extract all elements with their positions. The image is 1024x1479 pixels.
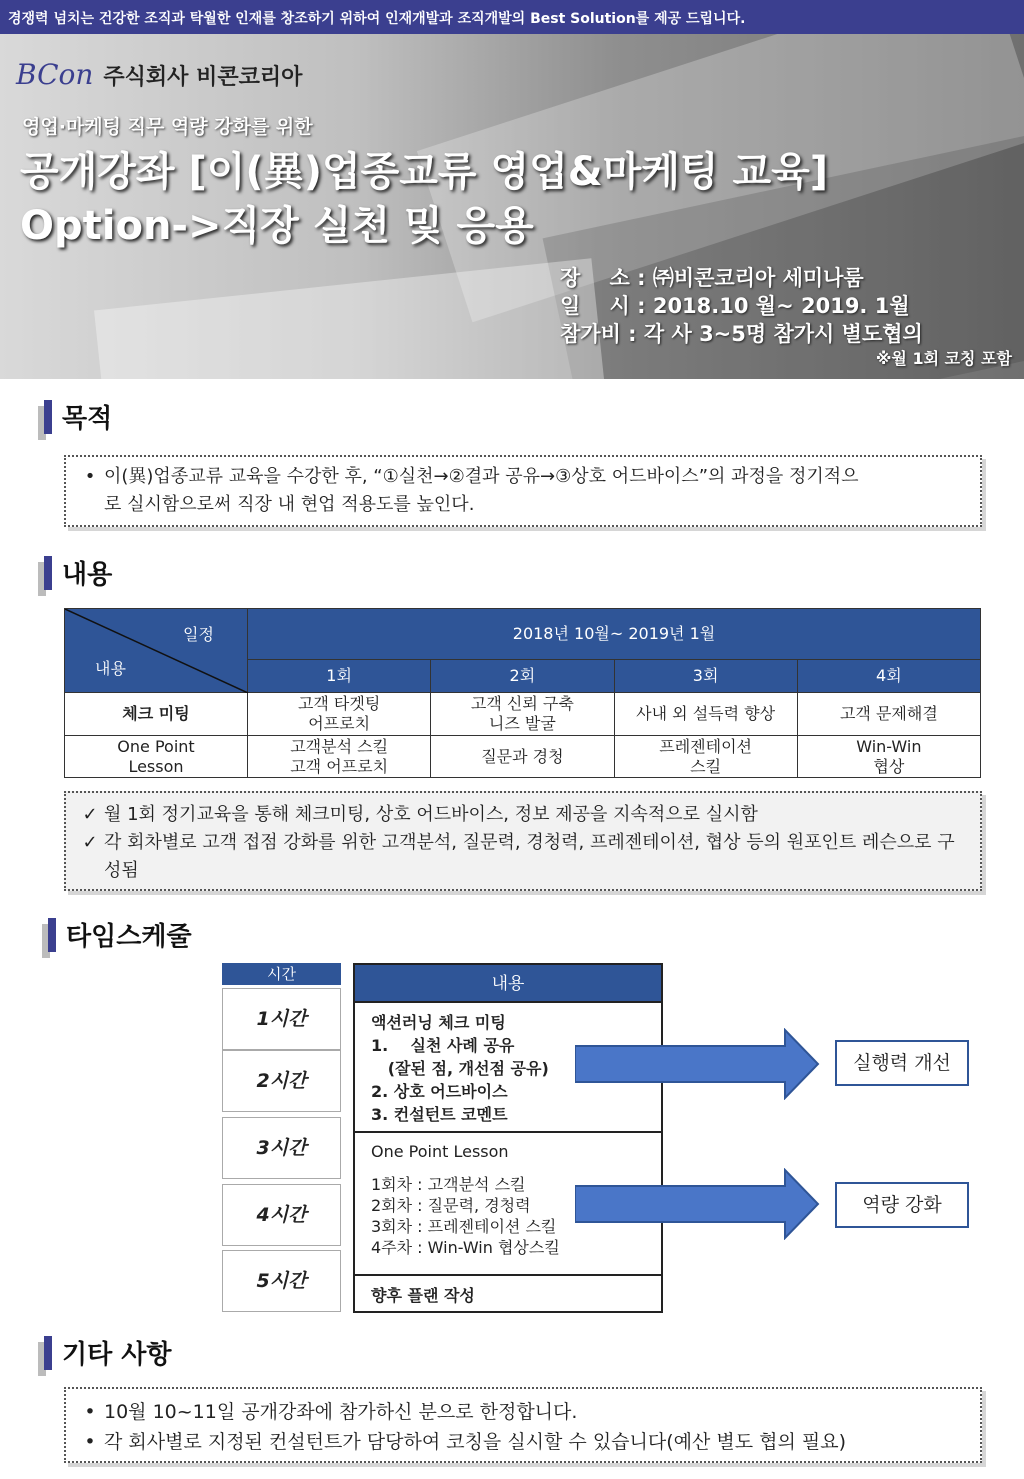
- section-title: 타임스케줄: [66, 922, 192, 952]
- time-slot: 2시간: [222, 1050, 341, 1112]
- bullet-icon: •: [84, 1431, 96, 1453]
- table-cell: 고객 문제해결: [797, 693, 980, 736]
- other-note-text: 10월 10~11일 공개강좌에 참가하신 분으로 한정합니다.: [104, 1401, 578, 1423]
- table-cell: 고객분석 스킬 고객 어프로치: [248, 736, 431, 778]
- hero-subtitle: 영업·마케팅 직무 역량 강화를 위한: [22, 116, 313, 138]
- block-line: 2회차 : 질문력, 경청력: [371, 1196, 531, 1215]
- block-title: 액션러닝 체크 미팅: [371, 1013, 506, 1032]
- logo-mark: BCon: [16, 58, 94, 91]
- purpose-line: 로 실시함으로써 직장 내 현업 적용도를 높인다.: [104, 494, 475, 515]
- content-note-text: 성됨: [104, 860, 139, 881]
- section-content-heading: [44, 554, 112, 591]
- round-header: 4회: [797, 660, 980, 693]
- bullet-icon: •: [84, 466, 96, 487]
- section-title: 기타 사항: [62, 1340, 172, 1370]
- section-other-heading: [44, 1334, 172, 1371]
- time-slot: 5시간: [222, 1250, 341, 1312]
- time-slot: 3시간: [222, 1117, 341, 1179]
- event-place: 장 소 : ㈜비콘코리아 세미나룸: [560, 266, 864, 290]
- hero-title-option: Option->직장 실천 및 응용: [20, 203, 534, 249]
- top-banner: 경쟁력 넘치는 건강한 조직과 탁월한 인재를 창조하기 위하여 인재개발과 조직개발의 Best Solution를 제공 드립니다.: [0, 0, 1024, 34]
- company-name: 주식회사 비콘코리아: [103, 65, 303, 90]
- block-line: 1. 실천 사례 공유: [371, 1036, 515, 1055]
- corner-label-schedule: 일정: [183, 625, 214, 644]
- block-line: 3. 컨설턴트 코멘트: [371, 1105, 508, 1124]
- table-row: [65, 736, 981, 778]
- content-notes-box: [64, 791, 982, 891]
- arrow-right-icon: [575, 1028, 820, 1100]
- content-note: [76, 801, 970, 829]
- purpose-line: 이(異)업종교류 교육을 수강한 후, “①실천→②결과 공유→③상호 어드바이스”의 과정을 정기적으: [104, 466, 859, 487]
- time-slot: 1시간: [222, 988, 341, 1050]
- time-slot: 4시간: [222, 1184, 341, 1246]
- row-label: One Point Lesson: [65, 736, 248, 778]
- company-logo: [16, 58, 302, 91]
- block-title: One Point Lesson: [371, 1142, 509, 1161]
- event-fee: 참가비 : 각 사 3~5명 참가시 별도협의: [560, 322, 923, 346]
- bullet-icon: •: [84, 1401, 96, 1423]
- result-box: 역량 강화: [835, 1182, 969, 1228]
- check-icon: ✓: [82, 804, 98, 825]
- table-cell: 사내 외 설득력 향상: [614, 693, 797, 736]
- purpose-text: [76, 463, 970, 519]
- block-line: 2. 상호 어드바이스: [371, 1082, 508, 1101]
- row-label: 체크 미팅: [65, 693, 248, 736]
- table-row: [65, 693, 981, 736]
- block-line: 4주차 : Win-Win 협상스킬: [371, 1238, 560, 1257]
- round-header: 1회: [248, 660, 431, 693]
- table-cell: 고객 타겟팅 어프로치: [248, 693, 431, 736]
- section-marker: [44, 400, 52, 434]
- period-header: 2018년 10월~ 2019년 1월: [248, 609, 981, 660]
- block-line: 3회차 : 프레젠테이션 스킬: [371, 1217, 557, 1236]
- other-notes-box: [64, 1387, 982, 1463]
- hero-title: 공개강좌 [이(異)업종교류 영업&마케팅 교육]: [20, 149, 829, 195]
- purpose-box: [64, 455, 982, 527]
- other-note: [76, 1427, 970, 1457]
- section-marker: [44, 556, 52, 590]
- section-schedule-heading: [48, 916, 192, 953]
- content-note-text: 월 1회 정기교육을 통해 체크미팅, 상호 어드바이스, 정보 제공을 지속적으로 실시함: [104, 804, 758, 825]
- event-date: 일 시 : 2018.10 월~ 2019. 1월: [560, 294, 910, 318]
- schedule-content-table: [353, 963, 663, 1313]
- content-note: [76, 829, 970, 885]
- diagonal-line: [65, 609, 248, 693]
- corner-label-content: 내용: [95, 659, 126, 678]
- coaching-note: ※월 1회 코칭 포함: [875, 349, 1012, 368]
- section-purpose-heading: [44, 398, 112, 435]
- section-title: 목적: [62, 404, 113, 434]
- table-corner-cell: [65, 609, 248, 693]
- schedule-block-plan: 향후 플랜 작성: [371, 1286, 475, 1305]
- check-icon: ✓: [82, 832, 98, 853]
- content-column-header: 내용: [355, 965, 661, 1003]
- hero-photo-overlay: [94, 258, 606, 379]
- content-note-text: 각 회차별로 고객 접점 강화를 위한 고객분석, 질문력, 경청력, 프레젠테이션, 협상 등의 원포인트 레슨으로 구: [104, 832, 955, 853]
- plan-table: [64, 608, 981, 778]
- block-line: 1회차 : 고객분석 스킬: [371, 1175, 526, 1194]
- table-cell: 질문과 경청: [431, 736, 614, 778]
- table-cell: Win-Win 협상: [797, 736, 980, 778]
- arrow-right-icon: [575, 1168, 820, 1240]
- table-cell: 고객 신뢰 구축 니즈 발굴: [431, 693, 614, 736]
- time-column-header: 시간: [222, 963, 341, 985]
- section-marker: [48, 918, 56, 952]
- other-note: [76, 1397, 970, 1427]
- section-marker: [44, 1336, 52, 1370]
- section-title: 내용: [62, 560, 113, 590]
- round-header: 3회: [614, 660, 797, 693]
- table-cell: 프레젠테이션 스킬: [614, 736, 797, 778]
- event-info: [560, 264, 923, 348]
- round-header: 2회: [431, 660, 614, 693]
- block-line: (잘된 점, 개선점 공유): [371, 1059, 549, 1078]
- other-note-text: 각 회사별로 지정된 컨설턴트가 담당하여 코칭을 실시할 수 있습니다(예산 별도 협의 필요): [104, 1431, 847, 1453]
- result-box: 실행력 개선: [835, 1040, 969, 1086]
